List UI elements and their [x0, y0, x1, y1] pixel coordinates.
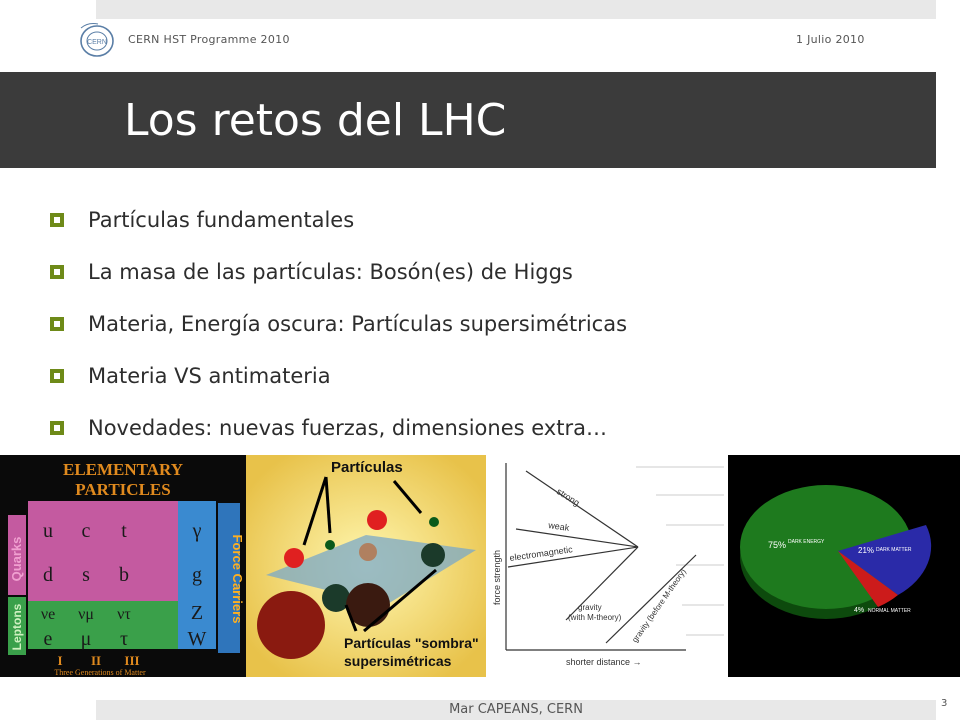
bullet-item — [50, 246, 627, 298]
tiny-sphere — [429, 517, 439, 527]
generation-3: III — [124, 653, 140, 668]
particle-photon: γ — [192, 520, 202, 542]
dark-sphere — [421, 543, 445, 567]
particle-gluon: g — [192, 564, 202, 586]
particle-s: s — [82, 564, 90, 586]
bullet-item — [50, 194, 627, 246]
particle-c: c — [81, 520, 91, 542]
heavy-sphere — [257, 591, 325, 659]
normal-matter-pct: 4% — [854, 607, 865, 614]
gravity-label: gravity (before M-theory) — [630, 567, 688, 645]
particle-d: d — [43, 564, 53, 586]
quarks-label: Quarks — [9, 536, 24, 582]
slide-title: Los retos del LHC — [124, 95, 507, 146]
electromagnetic-label: electromagnetic — [508, 544, 574, 563]
particle-nutau: ντ — [117, 606, 131, 623]
susy-particles-image — [246, 455, 486, 677]
page-number: 3 — [941, 698, 948, 709]
susy-bottom-label-2: supersimétricas — [344, 653, 452, 669]
dark-energy-pie-image — [728, 455, 960, 677]
square-bullet-icon — [50, 213, 64, 227]
bullet-item — [50, 350, 627, 402]
weak-label: weak — [547, 520, 570, 533]
particle-t: t — [121, 520, 127, 542]
bullet-list — [50, 194, 627, 454]
particle-tau: τ — [119, 628, 129, 650]
particle-e: e — [43, 628, 53, 650]
particle-z: Z — [190, 602, 204, 624]
bullet-text: Materia, Energía oscura: Partículas supersimétricas — [88, 312, 628, 336]
particle-u: u — [43, 520, 53, 542]
top-bar — [96, 0, 936, 19]
gravity-m-label-2: (with M-theory) — [568, 613, 622, 622]
bullet-text: Novedades: nuevas fuerzas, dimensiones extra… — [88, 416, 607, 440]
particle-w: W — [187, 628, 207, 650]
bullet-item — [50, 298, 627, 350]
force-carriers-label: Force Carriers — [230, 534, 245, 624]
tiny-sphere — [325, 540, 335, 550]
elementary-title: ELEMENTARY — [63, 460, 183, 479]
header-date: 1 Julio 2010 — [796, 33, 865, 46]
small-sphere — [359, 543, 377, 561]
bullet-text: La masa de las partículas: Bosón(es) de Higgs — [88, 260, 573, 284]
particle-numu: νμ — [78, 606, 94, 623]
bullet-item — [50, 402, 627, 454]
susy-top-label: Partículas — [331, 459, 403, 476]
force-unification-image — [486, 455, 728, 677]
generations-caption: Three Generations of Matter — [54, 668, 146, 677]
elementary-particles-image — [0, 455, 246, 677]
header-event: CERN HST Programme 2010 — [128, 33, 290, 46]
dark-energy-pct: 75% — [768, 540, 787, 550]
dark-matter-label: DARK MATTER — [876, 547, 912, 553]
susy-bottom-label-1: Partículas "sombra" — [344, 635, 479, 651]
gravity-m-label: gravity — [578, 603, 602, 612]
generation-2: II — [90, 653, 102, 668]
leptons-label: Leptons — [10, 603, 24, 651]
quarks-block — [28, 501, 178, 601]
particles-title: PARTICLES — [75, 480, 171, 499]
y-axis-label: force strength — [492, 549, 502, 605]
particle-nue: νe — [40, 606, 56, 623]
dark-energy-label: DARK ENERGY — [788, 539, 825, 545]
square-bullet-icon — [50, 369, 64, 383]
x-axis-label: shorter distance → — [566, 657, 642, 667]
particle-mu: μ — [80, 628, 92, 650]
strong-label: strong — [554, 486, 582, 508]
generation-1: I — [57, 653, 63, 668]
footer-author: Mar CAPEANS, CERN — [449, 702, 583, 717]
small-sphere — [284, 548, 304, 568]
small-sphere — [367, 510, 387, 530]
bullet-text: Partículas fundamentales — [88, 208, 355, 232]
cern-logo-text: CERN — [87, 39, 107, 46]
bullet-text: Materia VS antimateria — [88, 364, 331, 388]
dark-matter-pct: 21% — [858, 546, 875, 555]
particle-b: b — [119, 564, 129, 586]
square-bullet-icon — [50, 317, 64, 331]
cern-logo — [76, 18, 116, 62]
square-bullet-icon — [50, 265, 64, 279]
normal-matter-label: NORMAL MATTER — [868, 608, 911, 614]
square-bullet-icon — [50, 421, 64, 435]
